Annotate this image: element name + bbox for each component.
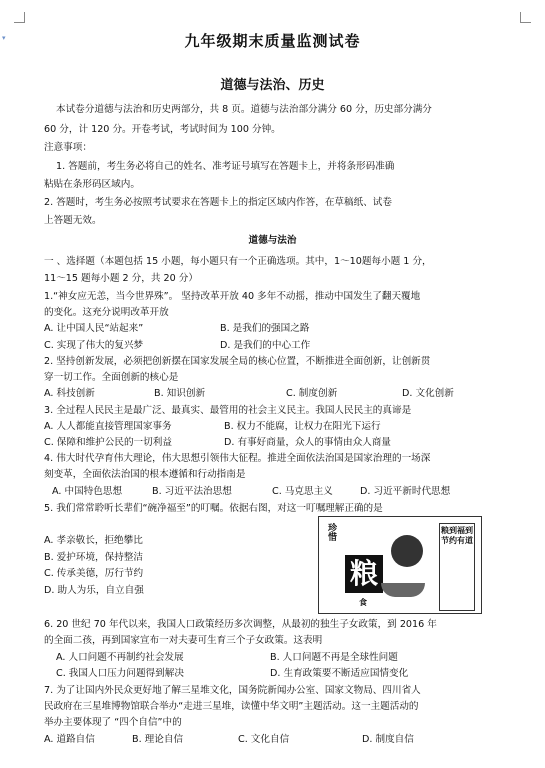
exam-subtitle: 道德与法治、历史 bbox=[220, 78, 325, 93]
notice-1-line-2: 粘贴在条形码区域内。 bbox=[44, 179, 140, 190]
q3-option-c: C. 保障和维护公民的一切利益 bbox=[44, 437, 172, 448]
notice-1-line-1: 1. 答题前，考生务必将自己的姓名、准考证号填写在答题卡上，并将条形码准确 bbox=[56, 161, 395, 172]
intro-line-1: 本试卷分道德与法治和历史两部分，共 8 页。道德与法治部分满分 60 分，历史部分满分 bbox=[56, 104, 432, 115]
notice-heading: 注意事项： bbox=[44, 142, 92, 153]
poster-right-text: 粮到福到 节约有道 bbox=[439, 523, 475, 611]
q2-stem-line-2: 穿一切工作。全面创新的核心是 bbox=[44, 372, 179, 383]
q6-stem-line-2: 的全面二孩，再到国家宣布一对夫妻可生育三个子女政策。这表明 bbox=[44, 635, 323, 646]
poster-big-char: 粮 bbox=[345, 555, 383, 593]
q3-option-d: D. 有事好商量，众人的事情由众人商量 bbox=[224, 437, 391, 448]
exam-title: 九年级期末质量监测试卷 bbox=[184, 32, 361, 50]
q4-option-c: C. 马克思主义 bbox=[272, 486, 333, 497]
girl-illustration-icon bbox=[391, 535, 423, 567]
q1-option-b: B. 是我们的强国之路 bbox=[220, 323, 310, 334]
crop-mark-top-right bbox=[520, 12, 531, 23]
q6-option-c: C. 我国人口压力问题得到解决 bbox=[56, 668, 184, 679]
bowl-illustration-icon bbox=[381, 583, 425, 597]
q2-stem-line-1: 2. 坚持创新发展，必须把创新摆在国家发展全局的核心位置，不断推进全面创新，让创新贯 bbox=[44, 356, 431, 367]
q7-stem-line-2: 民政府在三星堆博物馆联合举办“走进三星堆，读懂中华文明”主题活动。这一主题活动的 bbox=[44, 701, 419, 712]
q7-stem-line-3: 举办主要体现了 “四个自信”中的 bbox=[44, 717, 182, 728]
q3-option-b: B. 权力不能腐，让权力在阳光下运行 bbox=[224, 421, 381, 432]
q6-stem-line-1: 6. 20 世纪 70 年代以来，我国人口政策经历多次调整，从最初的独生子女政策，到 2016 年 bbox=[44, 619, 437, 630]
q7-option-b: B. 理论自信 bbox=[132, 734, 184, 745]
q3-option-a: A. 人人都能直接管理国家事务 bbox=[44, 421, 172, 432]
q2-option-a: A. 科技创新 bbox=[44, 388, 95, 399]
q3-stem-line-1: 3. 全过程人民民主是最广泛、最真实、最管用的社会主义民主。我国人民民主的真谛是 bbox=[44, 405, 412, 416]
q5-option-a: A. 孝亲敬长，拒绝攀比 bbox=[44, 535, 143, 546]
q4-stem-line-2: 刻变革，全面依法治国的根本遵循和行动指南是 bbox=[44, 469, 246, 480]
q7-option-d: D. 制度自信 bbox=[362, 734, 414, 745]
q2-option-c: C. 制度创新 bbox=[286, 388, 338, 399]
q7-option-a: A. 道路自信 bbox=[44, 734, 95, 745]
save-food-poster bbox=[318, 516, 482, 614]
section-heading: 道德与法治 bbox=[248, 235, 297, 246]
q7-option-c: C. 文化自信 bbox=[238, 734, 290, 745]
q5-option-c: C. 传承美德，厉行节约 bbox=[44, 568, 144, 579]
q2-option-d: D. 文化创新 bbox=[402, 388, 454, 399]
q4-option-d: D. 习近平新时代思想 bbox=[360, 486, 451, 497]
q1-option-c: C. 实现了伟大的复兴梦 bbox=[44, 340, 144, 351]
q6-option-d: D. 生育政策要不断适应国情变化 bbox=[270, 668, 409, 679]
intro-line-2: 60 分，计 120 分。开卷考试，考试时间为 100 分钟。 bbox=[44, 124, 281, 135]
q4-option-b: B. 习近平法治思想 bbox=[152, 486, 232, 497]
q4-option-a: A. 中国特色思想 bbox=[52, 486, 123, 497]
part1-heading-line-2: 11～15 题每小题 2 分，共 20 分） bbox=[44, 273, 198, 284]
notice-2-line-2: 上答题无效。 bbox=[44, 215, 102, 226]
poster-left-text: 珍惜 bbox=[326, 523, 336, 541]
q5-option-b: B. 爱护环境，保持整洁 bbox=[44, 552, 144, 563]
part1-heading-line-1: 一 、选择题（本题包括 15 小题，每小题只有一个正确选项。其中，1～10题每小题 1 分， bbox=[44, 256, 432, 267]
q5-option-d: D. 助人为乐，自立自强 bbox=[44, 585, 144, 596]
q1-stem-line-2: 的变化。这充分说明改革开放 bbox=[44, 307, 169, 318]
q2-option-b: B. 知识创新 bbox=[154, 388, 206, 399]
q1-option-d: D. 是我们的中心工作 bbox=[220, 340, 311, 351]
poster-sub-char: 食 bbox=[359, 598, 367, 607]
q7-stem-line-1: 7. 为了让国内外民众更好地了解三星堆文化，国务院新闻办公室、国家文物局、四川省人 bbox=[44, 685, 421, 696]
q6-option-a: A. 人口问题不再制约社会发展 bbox=[56, 652, 184, 663]
q4-stem-line-1: 4. 伟大时代孕育伟大理论，伟大思想引领伟大征程。推进全面依法治国是国家治理的一场深 bbox=[44, 453, 431, 464]
q1-option-a: A. 让中国人民“站起来” bbox=[44, 323, 144, 334]
crop-mark-top-left bbox=[14, 12, 25, 23]
caret-marker-icon: ▾ bbox=[2, 34, 6, 42]
q6-option-b: B. 人口问题不再是全球性问题 bbox=[270, 652, 398, 663]
q1-stem-line-1: 1.“神女应无恙，当今世界殊”。 坚持改革开放 40 多年不动摇，推动中国发生了翻天覆地 bbox=[44, 291, 421, 302]
notice-2-line-1: 2. 答题时，考生务必按照考试要求在答题卡上的指定区域内作答，在草稿纸、试卷 bbox=[44, 197, 392, 208]
q5-stem-line-1: 5. 我们常常聆听长辈们“碗净福至”的叮嘱。依据右图，对这一叮嘱理解正确的是 bbox=[44, 503, 383, 514]
